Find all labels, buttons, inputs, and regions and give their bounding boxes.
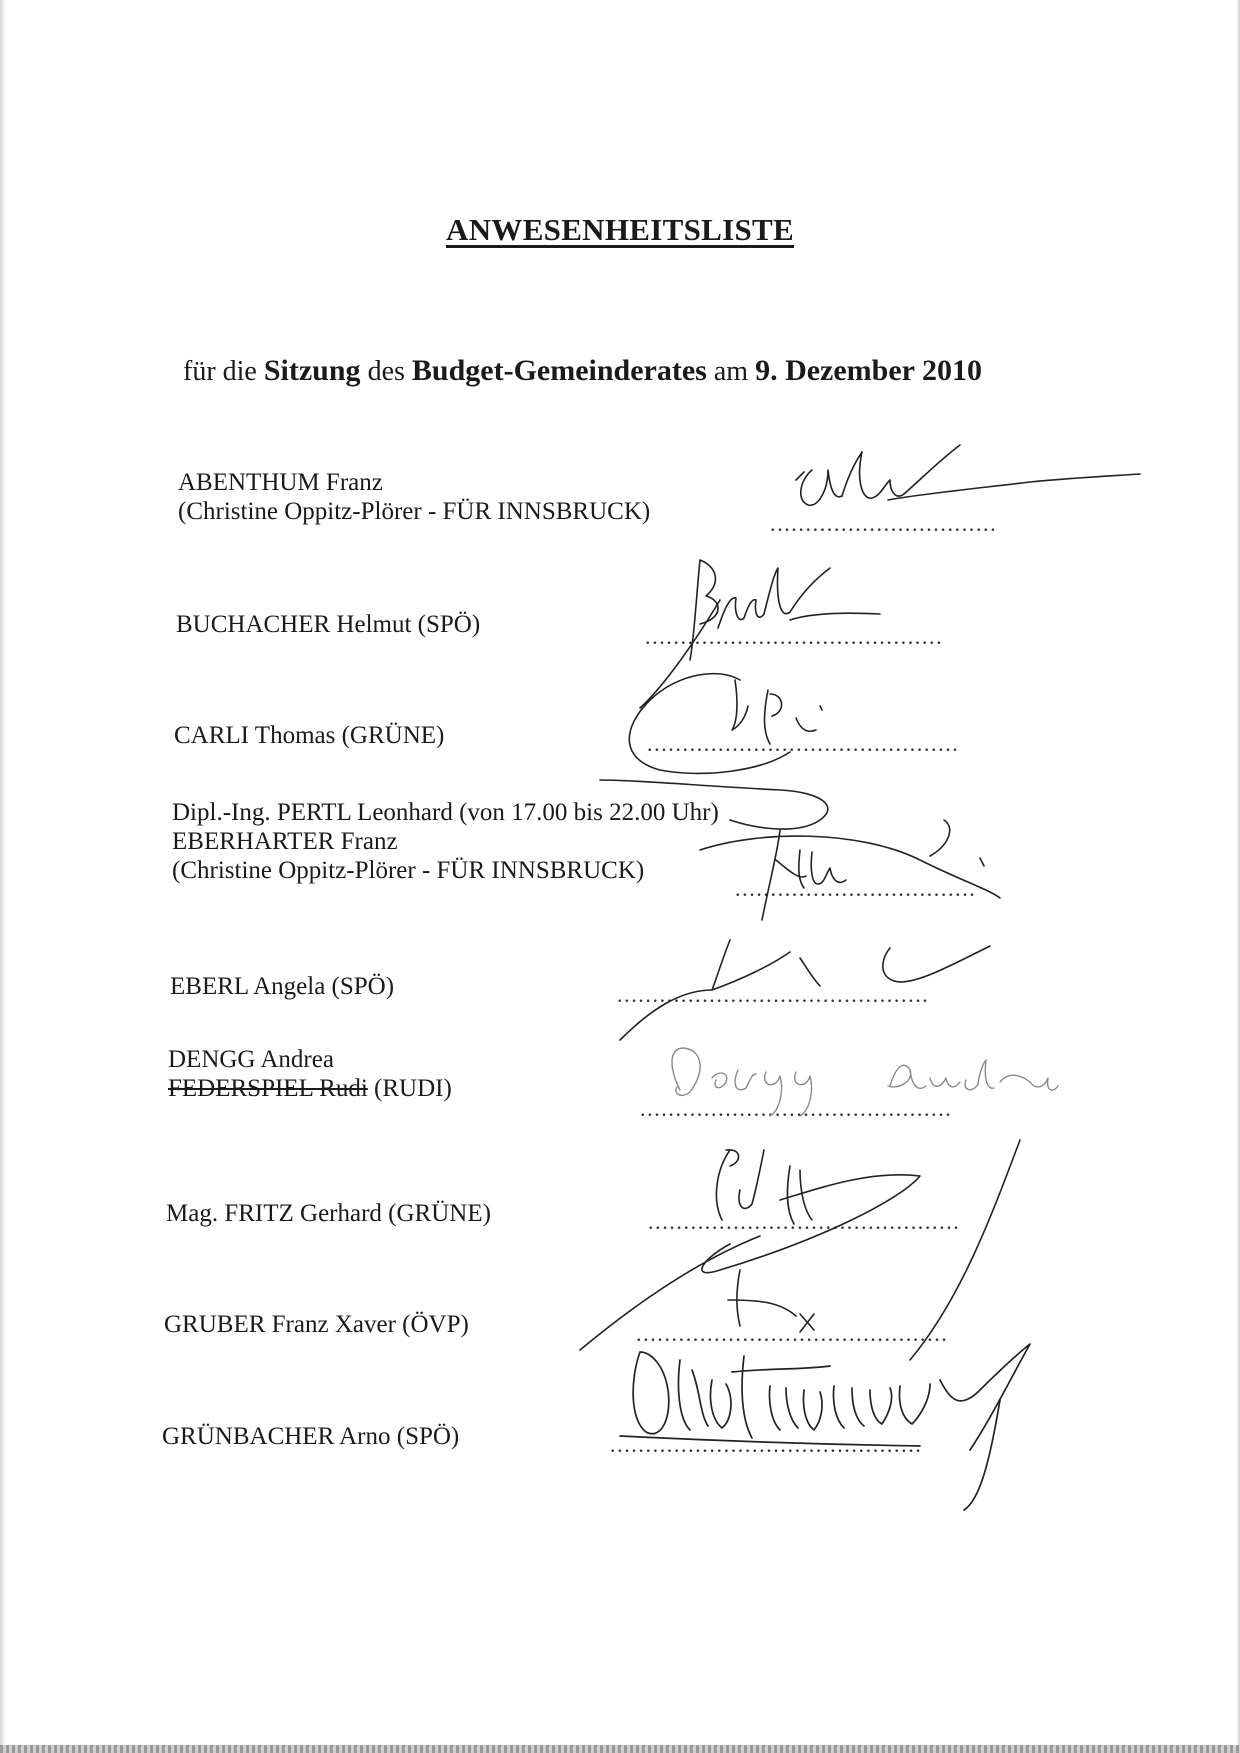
scan-edge-bottom bbox=[0, 1745, 1240, 1753]
attendee-entry-eberl bbox=[170, 972, 394, 1001]
signature-abenthum bbox=[796, 445, 1140, 505]
attendee-name: GRUBER Franz Xaver (ÖVP) bbox=[164, 1311, 469, 1338]
signature-line: ............................................ bbox=[610, 1432, 923, 1457]
signature-line: ............................................ bbox=[617, 982, 930, 1007]
attendee-affiliation: (Christine Oppitz-Plörer - FÜR INNSBRUCK) bbox=[172, 857, 645, 884]
attendee-name: DENGG Andrea bbox=[168, 1046, 334, 1073]
subtitle-des: des bbox=[360, 356, 412, 387]
attendee-entry-abenthum bbox=[178, 468, 650, 526]
signature-line: ............................................ bbox=[648, 1209, 961, 1234]
attendee-name: EBERHARTER Franz bbox=[172, 828, 398, 855]
attendee-name: ABENTHUM Franz bbox=[178, 469, 383, 496]
signature-line: .......................................... bbox=[645, 624, 944, 649]
document-subtitle bbox=[183, 354, 982, 388]
subtitle-am: am bbox=[706, 356, 756, 387]
scan-edge-right bbox=[1236, 0, 1240, 1753]
attendee-entry-carli bbox=[174, 721, 444, 750]
attendee-entry-dengg bbox=[168, 1045, 452, 1103]
attendee-entry-fritz bbox=[166, 1199, 491, 1228]
attendee-name: BUCHACHER Helmut (SPÖ) bbox=[176, 611, 481, 638]
attendee-name: Dipl.-Ing. PERTL Leonhard (von 17.00 bis 22.00 Uhr) bbox=[172, 799, 719, 826]
subtitle-sitzung: Sitzung bbox=[263, 354, 361, 387]
subtitle-budget: Budget-Gemeinderates bbox=[411, 354, 707, 387]
signature-line: ............................................ bbox=[636, 1321, 949, 1346]
signature-line: ............................................ bbox=[640, 1096, 953, 1121]
attendee-name: EBERL Angela (SPÖ) bbox=[170, 973, 395, 1000]
subtitle-prefix: für die bbox=[183, 356, 264, 387]
struck-name: FEDERSPIEL Rudi bbox=[168, 1075, 368, 1102]
signature-line: .................................. bbox=[735, 876, 977, 901]
attendee-replaced bbox=[168, 1074, 452, 1103]
signature-line: ................................ bbox=[770, 511, 998, 536]
attendee-affiliation: (RUDI) bbox=[374, 1075, 452, 1102]
signature-eberharter bbox=[700, 820, 1000, 920]
signature-line: ............................................ bbox=[647, 731, 960, 756]
scan-edge-left bbox=[0, 0, 6, 1753]
signature-gruenbacher bbox=[620, 1344, 1030, 1510]
attendee-name: GRÜNBACHER Arno (SPÖ) bbox=[162, 1423, 460, 1450]
attendee-affiliation: (Christine Oppitz-Plörer - FÜR INNSBRUCK) bbox=[178, 498, 651, 525]
attendee-entry-gruenbacher bbox=[162, 1422, 459, 1451]
attendee-entry-buchacher bbox=[176, 610, 480, 639]
attendee-name: Mag. FRITZ Gerhard (GRÜNE) bbox=[166, 1200, 491, 1227]
attendee-name: CARLI Thomas (GRÜNE) bbox=[174, 722, 445, 749]
attendee-entry-pertl-eberharter bbox=[172, 798, 719, 885]
subtitle-date: 9. Dezember 2010 bbox=[755, 354, 982, 387]
document-title: ANWESENHEITSLISTE bbox=[446, 212, 794, 247]
attendee-entry-gruber bbox=[164, 1310, 469, 1339]
